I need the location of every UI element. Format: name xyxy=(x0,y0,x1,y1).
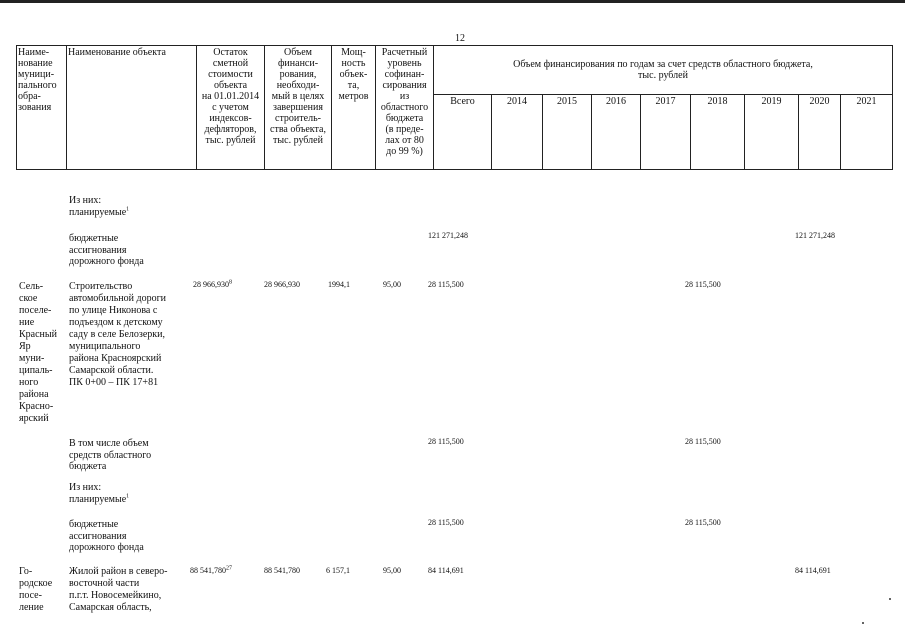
row-road-total: 28 115,500 xyxy=(428,280,464,289)
row-road-remaining-cost: 28 966,930$^8$ xyxy=(193,279,232,289)
header-object-name: Наименование объекта xyxy=(67,46,197,170)
header-municipality: Наиме- нование муници- пального обра- зования xyxy=(17,46,67,170)
row-road-fund-2018-2: 28 115,500 xyxy=(685,518,721,527)
header-year-2021: 2021 xyxy=(841,95,893,170)
header-cofinancing-level: Расчетный уровень софинан- сирования из областного бюджета (в преде- лах от 80 до 99 %) xyxy=(376,46,434,170)
row-road-capacity: 1994,1 xyxy=(328,280,350,289)
row-planned-label: Из них: планируемые$^1$ xyxy=(69,195,130,218)
row-object-road-nikonova: Строительство автомобильной дороги по улице Никонова с подъездом к детскому саду в селе Белозерки, муниципального района Красноярский Самарской области. ПК 0+00 – ПК 17+81 xyxy=(69,281,167,388)
row-road-fund-2020: 121 271,248 xyxy=(795,231,835,240)
row-object-novosemeykino: Жилой район в северо- восточной части п.г.т. Новосемейкино, Самарская область, xyxy=(69,566,168,613)
row-road-volume: 28 966,930 xyxy=(264,280,300,289)
row-novosemeykino-2020: 84 114,691 xyxy=(795,566,831,575)
header-remaining-cost: Остаток сметной стоимости объекта на 01.01.2014 с учетом индексов- дефляторов, тыс. рублей xyxy=(197,46,265,170)
row-regional-budget-2018: 28 115,500 xyxy=(685,437,721,446)
header-year-2014: 2014 xyxy=(492,95,543,170)
scan-speck xyxy=(889,598,891,600)
header-year-2019: 2019 xyxy=(745,95,799,170)
table-header xyxy=(16,45,893,170)
row-municipality-krasny-yar: Сель- ское поселе- ние Красный Яр муни- ципаль- ного района Красно- ярский xyxy=(19,281,57,424)
row-regional-budget-label: В том числе объем средств областного бюджета xyxy=(69,438,152,472)
row-novosemeykino-remaining-cost: 88 541,780$^{27}$ xyxy=(190,565,232,575)
page-number: 12 xyxy=(455,33,465,44)
header-year-2018: 2018 xyxy=(691,95,745,170)
header-year-2015: 2015 xyxy=(543,95,592,170)
row-planned-label-2: Из них: планируемые$^1$ xyxy=(69,482,130,505)
row-novosemeykino-level: 95,00 xyxy=(383,566,401,575)
header-year-total: Всего xyxy=(434,95,492,170)
row-road-fund-total: 121 271,248 xyxy=(428,231,468,240)
row-road-fund-total-2: 28 115,500 xyxy=(428,518,464,527)
header-financing-by-year: Объем финансирования по годам за счет средств областного бюджета, тыс. рублей xyxy=(434,46,893,95)
header-year-2020: 2020 xyxy=(799,95,841,170)
row-regional-budget-total: 28 115,500 xyxy=(428,437,464,446)
row-road-level: 95,00 xyxy=(383,280,401,289)
header-financing-volume: Объем финанси- рования, необходи- мый в целях завершения строитель- ства объекта, тыс. рублей xyxy=(265,46,332,170)
row-road-2018: 28 115,500 xyxy=(685,280,721,289)
row-novosemeykino-volume: 88 541,780 xyxy=(264,566,300,575)
header-year-2016: 2016 xyxy=(592,95,641,170)
row-novosemeykino-capacity: 6 157,1 xyxy=(326,566,350,575)
header-year-2017: 2017 xyxy=(641,95,691,170)
row-road-fund-label: бюджетные ассигнования дорожного фонда xyxy=(69,233,144,267)
row-road-fund-label-2: бюджетные ассигнования дорожного фонда xyxy=(69,519,144,553)
row-novosemeykino-total: 84 114,691 xyxy=(428,566,464,575)
scan-speck xyxy=(862,622,864,624)
row-municipality-gorodskoe: Го- родское посе- ление xyxy=(19,566,53,613)
header-capacity: Мощ- ность объек- та, метров xyxy=(332,46,376,170)
scan-top-border xyxy=(0,0,905,3)
